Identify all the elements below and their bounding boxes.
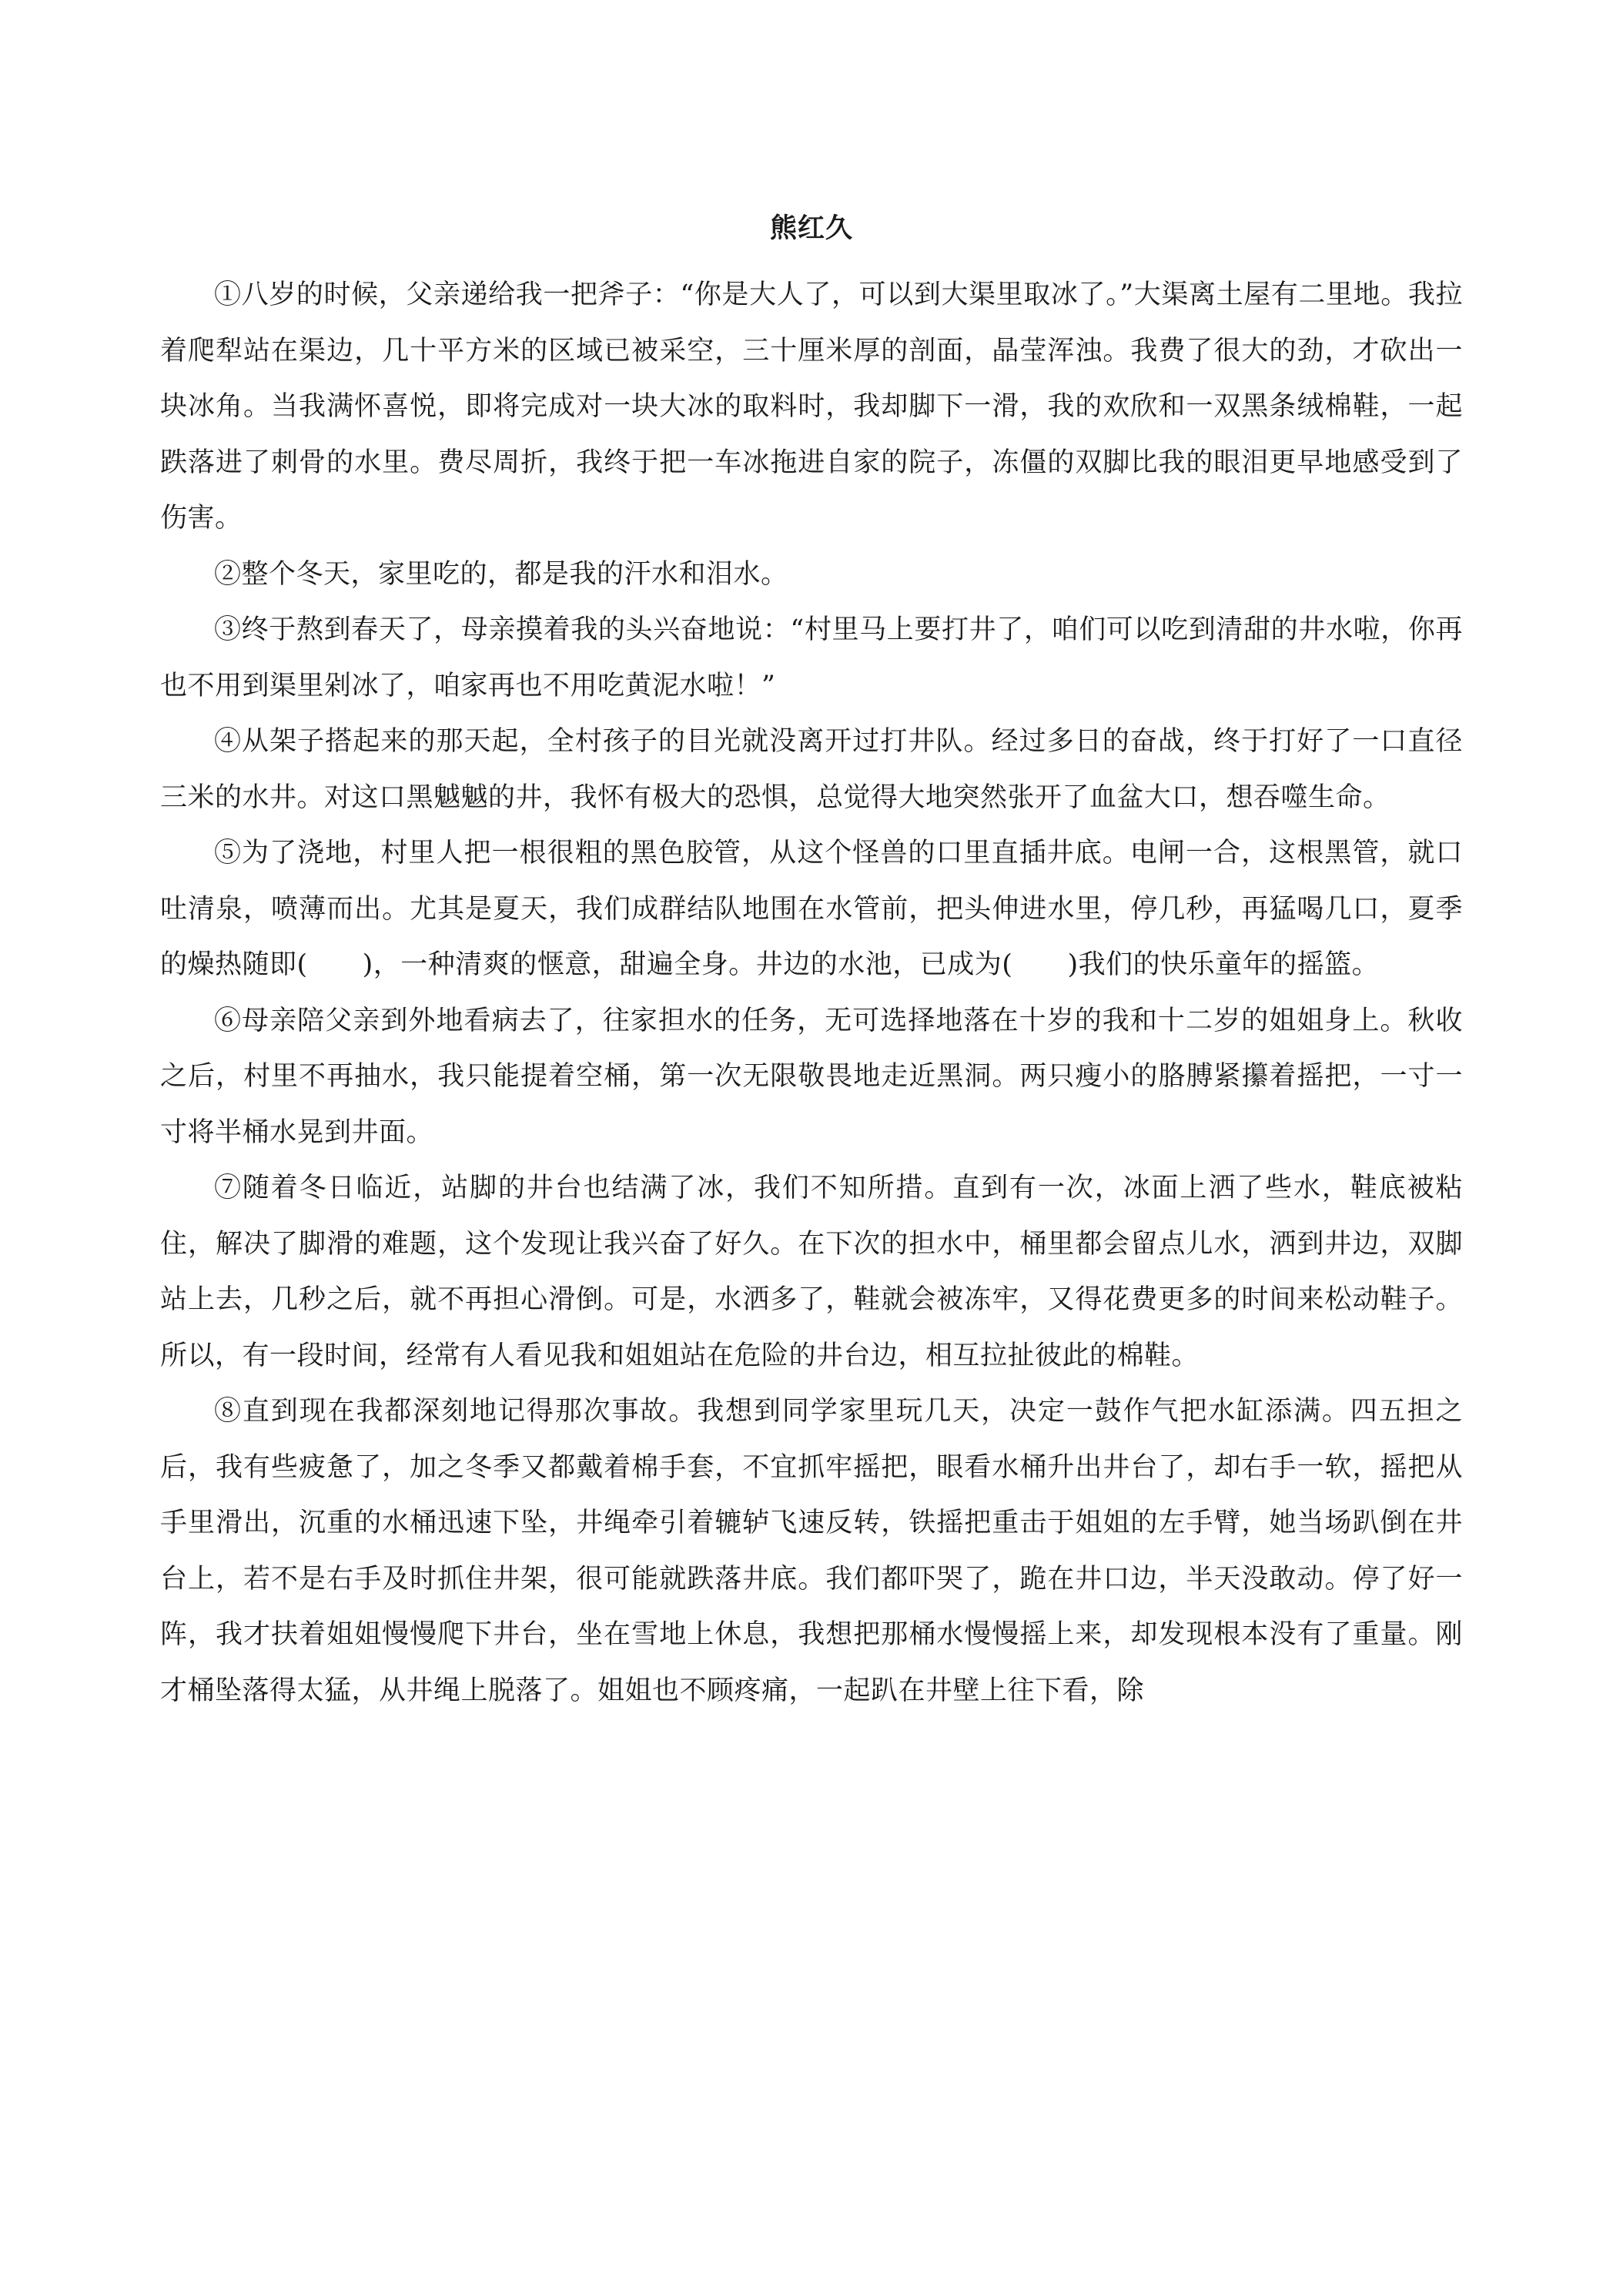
paragraph-2: ②整个冬天，家里吃的，都是我的汗水和泪水。 xyxy=(214,558,788,590)
paragraph-1: ①八岁的时候，父亲递给我一把斧子：“你是大人了，可以到大渠里取冰了。”大渠离土屋有二里地。我拉着爬犁站在渠边，几十平方米的区域已被采空，三十厘米厚的剖面，晶莹浑浊。我费了很大的劲，才砍出一块冰角。当我满怀喜悦，即将完成对一块大冰的取料时，我却脚下一滑，我的欢欣和一双黑条绒棉鞋，一起跌落进了刺骨的水里。费尽周折，我终于把一车冰拖进自家的院子，冻僵的双脚比我的眼泪更早地感受到了伤害。 xyxy=(160,279,1463,534)
paragraph-5: ⑤为了浇地，村里人把一根很粗的黑色胶管，从这个怪兽的口里直插井底。电闸一合，这根黑管，就口吐清泉，喷薄而出。尤其是夏天，我们成群结队地围在水管前，把头伸进水里，停几秒，再猛喝几口，夏季的燥热随即( )，一种清爽的惬意，甜遍全身。井边的水池，已成为( )我们的快乐童年的摇篮。 xyxy=(160,838,1463,980)
author-name: 熊红久 xyxy=(769,213,853,244)
paragraph-8: ⑧直到现在我都深刻地记得那次事故。我想到同学家里玩几天，决定一鼓作气把水缸添满。四五担之后，我有些疲惫了，加之冬季又都戴着棉手套，不宜抓牢摇把，眼看水桶升出井台了，却右手一软，摇把从手里滑出，沉重的水桶迅速下坠，井绳牵引着辘轳飞速反转，铁摇把重击于姐姐的左手臂，她当场趴倒在井台上，若不是右手及时抓住井架，很可能就跌落井底。我们都吓哭了，跪在井口边，半天没敢动。停了好一阵，我才扶着姐姐慢慢爬下井台，坐在雪地上休息，我想把那桶水慢慢摇上来，却发现根本没有了重量。刚才桶坠落得太猛，从井绳上脱落了。姐姐也不顾疼痛，一起趴在井壁上往下看，除 xyxy=(160,1396,1463,1706)
paragraph-6: ⑥母亲陪父亲到外地看病去了，往家担水的任务，无可选择地落在十岁的我和十二岁的姐姐身上。秋收之后，村里不再抽水，我只能提着空桶，第一次无限敬畏地走近黑洞。两只瘦小的胳膊紧攥着摇把，一寸一寸将半桶水晃到井面。 xyxy=(160,1005,1463,1148)
paragraph-7: ⑦随着冬日临近，站脚的井台也结满了冰，我们不知所措。直到有一次，冰面上洒了些水，鞋底被粘住，解决了脚滑的难题，这个发现让我兴奋了好久。在下次的担水中，桶里都会留点儿水，洒到井边，双脚站上去，几秒之后，就不再担心滑倒。可是，水洒多了，鞋就会被冻牢，又得花费更多的时间来松动鞋子。所以，有一段时间，经常有人看见我和姐姐站在危险的井台边，相互拉扯彼此的棉鞋。 xyxy=(160,1173,1463,1371)
paragraph-3: ③终于熬到春天了，母亲摸着我的头兴奋地说：“村里马上要打井了，咱们可以吃到清甜的井水啦，你再也不用到渠里剁冰了，咱家再也不用吃黄泥水啦！” xyxy=(160,614,1463,701)
article-body xyxy=(160,267,1463,1719)
paragraph-4: ④从架子搭起来的那天起，全村孩子的目光就没离开过打井队。经过多日的奋战，终于打好了一口直径三米的水井。对这口黑魆魆的井，我怀有极大的恐惧，总觉得大地突然张开了血盆大口，想吞噬生命。 xyxy=(160,726,1463,813)
